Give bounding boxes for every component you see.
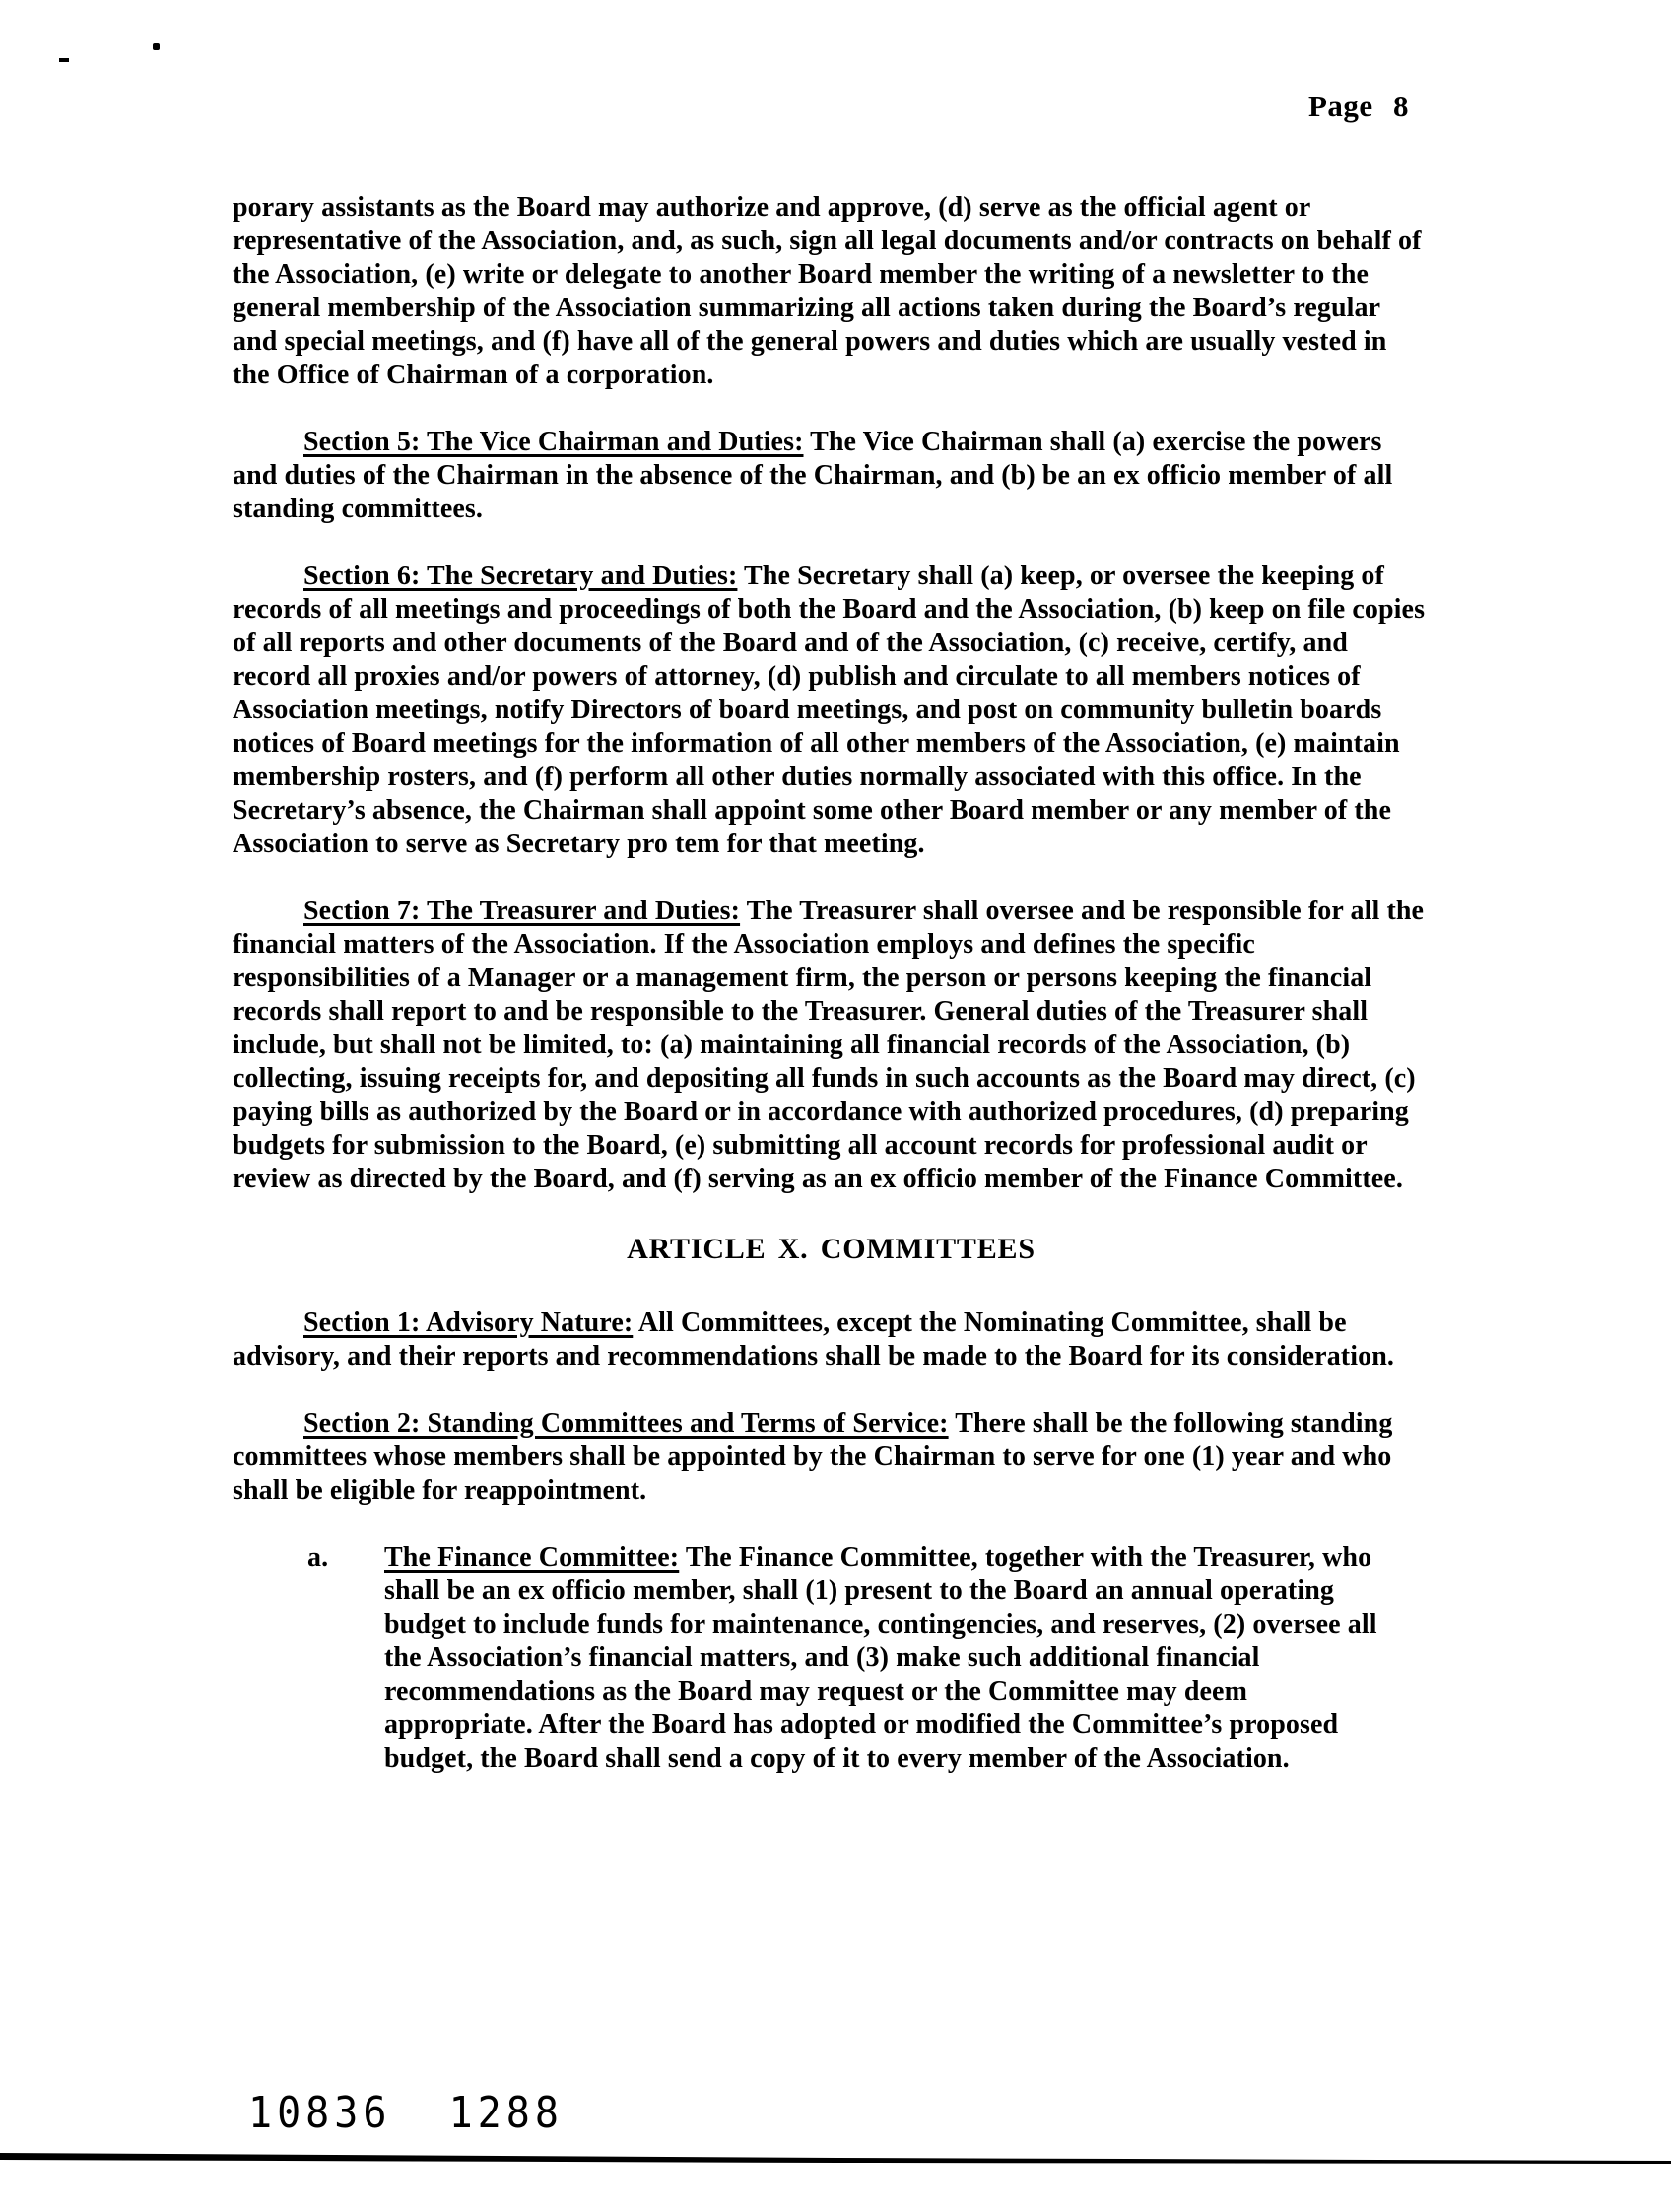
section-7-paragraph (233, 895, 1430, 1196)
section-5-text: The Vice Chairman shall (a) exercise the powers and duties of the Chairman in the absence of the Chairman, and (b) be an ex officio member of all standing committees. (233, 427, 1393, 524)
finance-committee-text: The Finance Committee, together with the Treasurer, who shall be an ex officio member, shall (1) present to the Board an annual operating budget to include funds for maintenance, contingencies, and reserves, (2) oversee all the Association’s financial matters, and (3) make such additional financial recommendations as the Board may request or the Committee may deem appropriate. After the Board has adopted or modified the Committee’s proposed budget, the Board shall send a copy of it to every member of the Association. (384, 1542, 1377, 1774)
document-body (233, 191, 1430, 1809)
list-item-body (384, 1541, 1399, 1776)
section-7-text: The Treasurer shall oversee and be responsible for all the financial matters of the Association. If the Association employs and defines the specific responsibilities of a Manager or a management firm, the person or persons keeping the financial records shall report to and be responsible to the Treasurer. General duties of the Treasurer shall include, but shall not be limited, to: (a) maintaining all financial records of the Association, (b) collecting, issuing receipts for, and depositing all funds in such accounts as the Board may direct, (c) paying bills as authorized by the Board or in accordance with authorized procedures, (d) preparing budgets for submission to the Board, (e) submitting all account records for professional audit or review as directed by the Board, and (f) serving as an ex officio member of the Finance Committee. (233, 896, 1425, 1194)
article-section-2-paragraph (233, 1407, 1430, 1508)
section-6-heading: Section 6: The Secretary and Duties: (303, 561, 738, 591)
article-section-1-text: All Committees, except the Nominating Committee, shall be advisory, and their reports and recommendations shall be made to the Board for its consideration. (233, 1307, 1394, 1372)
article-section-2-text: There shall be the following standing committees whose members shall be appointed by the Chairman to serve for one (1) year and who shall be eligible for reappointment. (233, 1408, 1393, 1506)
article-section-1-paragraph (233, 1307, 1430, 1374)
list-item-label: a. (307, 1542, 329, 1573)
page-number: Page 8 (1308, 89, 1409, 123)
section-6-text: The Secretary shall (a) keep, or oversee the keeping of records of all meetings and proceedings of both the Board and the Association, (b) keep on file copies of all reports and other documents of the Board and of the Association, (c) receive, certify, and record all proxies and/or powers of attorney, (d) publish and circulate to all members notices of Association meetings, notify Directors of board meetings, and post on community bulletin boards notices of Board meetings for the information of all other members of the Association, (e) maintain membership rosters, and (f) perform all other duties normally associated with this office. In the Secretary’s absence, the Chairman shall appoint some other Board member or any member of the Association to serve as Secretary pro tem for that meeting. (233, 561, 1426, 859)
scan-artifact-dash (59, 58, 69, 62)
article-x-heading: ARTICLE X. COMMITTEES (627, 1233, 1036, 1265)
paragraph-continuation: porary assistants as the Board may authorize and approve, (d) serve as the official agent or representative of the Association, and, as such, sign all legal documents and/or contracts on behalf of the Association, (e) write or delegate to another Board member the writing of a newsletter to the general membership of the Association summarizing all actions taken during the Board’s regular and special meetings, and (f) have all of the general powers and duties which are usually vested in the Office of Chairman of a corporation. (233, 192, 1422, 390)
footer-stamp-number: 10836 1288 (248, 2089, 564, 2138)
article-section-1-heading: Section 1: Advisory Nature: (303, 1307, 634, 1338)
section-5-heading: Section 5: The Vice Chairman and Duties: (303, 427, 804, 457)
scan-edge-line (0, 2150, 1671, 2170)
article-section-2-heading: Section 2: Standing Committees and Terms of Service: (303, 1408, 949, 1439)
section-5-paragraph (233, 426, 1430, 526)
scan-artifact-dot (153, 43, 160, 50)
section-7-heading: Section 7: The Treasurer and Duties: (303, 896, 741, 926)
section-6-paragraph (233, 560, 1430, 861)
list-item-finance-committee (307, 1541, 1430, 1776)
finance-committee-heading: The Finance Committee: (384, 1542, 680, 1573)
